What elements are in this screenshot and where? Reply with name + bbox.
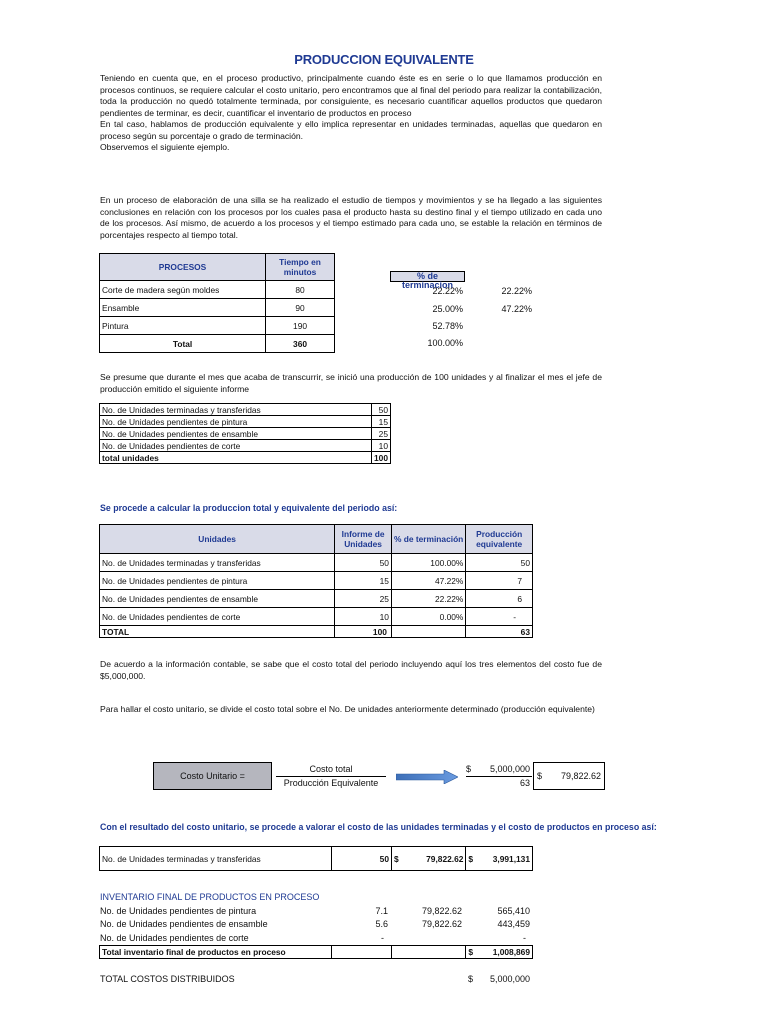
equiv-value: -	[466, 608, 533, 626]
formula-numerator: Costo total	[309, 764, 353, 774]
result-dollar: $	[537, 771, 543, 781]
informe-value: 25	[372, 428, 391, 440]
equiv-value: 50	[466, 554, 533, 572]
formula-value-divider	[466, 776, 532, 777]
informe-label: No. de Unidades pendientes de pintura	[100, 416, 372, 428]
equiv-total-label: TOTAL	[100, 626, 335, 638]
terminadas-dollar2: $	[468, 853, 474, 864]
procesos-table	[99, 253, 335, 353]
intro-line-3: Observemos el siguiente ejemplo.	[100, 142, 230, 152]
presume-paragraph: Se presume que durante el mes que acaba de transcurrir, se inició una producción de 100 unidades y al finalizar el mes el jefe de producción emitido el siguiente informe	[100, 372, 602, 394]
informe-total-label: total unidades	[100, 452, 372, 464]
terminacion-header: % de terminación	[391, 525, 465, 554]
formula-den-value: 63	[519, 778, 530, 788]
terminadas-table	[99, 846, 533, 871]
inv-total-empty-1	[332, 946, 392, 959]
procesos-total-minutes: 360	[266, 335, 335, 353]
informe-label: No. de Unidades terminadas y transferidas	[100, 404, 372, 416]
equiv-informe: 15	[335, 572, 392, 590]
equiv-pct: 100.00%	[391, 554, 465, 572]
equivalente-header: Producción equivalente	[466, 525, 533, 554]
inv-unit: 79,822.62	[421, 919, 462, 929]
distribuidos-label: TOTAL COSTOS DISTRIBUIDOS	[100, 974, 235, 984]
equiv-total-empty	[391, 626, 465, 638]
intro-line-1: Teniendo en cuenta que, en el proceso productivo, principalmente cuando éste es en serie o lo que llamamos producción en procesos continuos, se requiere calcular el costo unitario, pero encontramos que al final del periodo para realizar la contabilización, toda la producción no quedó totalmente terminada, por consiguiente, es necesario cuantificar aquellos productos que quedaron pendientes de terminar, es decir, cuantificar el inventario de productos en proceso	[100, 73, 602, 118]
informe-table	[99, 403, 391, 464]
pct-value: 22.22%	[432, 286, 463, 296]
equiv-informe: 10	[335, 608, 392, 626]
informe-value: 15	[372, 416, 391, 428]
procesos-header: PROCESOS	[100, 254, 266, 281]
informe-value: 10	[372, 440, 391, 452]
example-paragraph: En un proceso de elaboración de una silla se ha realizado el estudio de tiempos y movimientos y se ha llegado a las siguientes conclusiones en relación con los procesos por los cuales pasa el producto hasta su destino final y el tiempo utilizado en cada uno de los procesos. Así mismo, de acuerdo a los procesos y el tiempo estimado para cada uno, se estable la relación en términos de porcentajes respecto al tiempo total.	[100, 195, 602, 240]
equiv-pct: 47.22%	[391, 572, 465, 590]
costo-unitario-label: Costo Unitario =	[153, 762, 272, 790]
equiv-label: No. de Unidades pendientes de corte	[100, 608, 335, 626]
inv-label: No. de Unidades pendientes de pintura	[100, 906, 257, 916]
inv-total-dollar: $	[468, 947, 474, 957]
formula-denominator: Producción Equivalente	[283, 778, 379, 788]
cum-pct-value: 22.22%	[501, 286, 532, 296]
inv-total-empty-2	[392, 946, 466, 959]
inv-total: -	[523, 933, 526, 943]
informe-label: No. de Unidades pendientes de corte	[100, 440, 372, 452]
inv-unit: 79,822.62	[421, 906, 462, 916]
terminadas-dollar: $	[393, 853, 399, 864]
arrow-right-icon	[396, 770, 458, 784]
resultado-heading: Con el resultado del costo unitario, se procede a valorar el costo de las unidades terminadas y el costo de productos en proceso así:	[100, 822, 657, 832]
cum-pct-value: 47.22%	[501, 304, 532, 314]
terminacion-header: % de terminacion	[390, 271, 465, 282]
page-title: PRODUCCION EQUIVALENTE	[294, 52, 474, 67]
inv-label: No. de Unidades pendientes de corte	[100, 933, 249, 943]
intro-line-2: En tal caso, hablamos de producción equivalente y ello implica representar en unidades terminadas, aquellas que quedaron en proceso según su porcentaje o grado de terminación.	[100, 119, 602, 141]
equiv-pct: 0.00%	[391, 608, 465, 626]
equiv-informe: 25	[335, 590, 392, 608]
procede-heading: Se procede a calcular la produccion total y equivalente del periodo así:	[100, 503, 398, 513]
distribuidos-value: 5,000,000	[489, 974, 530, 984]
equiv-pct: 22.22%	[391, 590, 465, 608]
hallar-paragraph: Para hallar el costo unitario, se divide el costo total sobre el No. De unidades anteriormente determinado (producción equivalente)	[100, 704, 595, 714]
inv-label: No. de Unidades pendientes de ensamble	[100, 919, 268, 929]
equiv-value: 6	[466, 590, 533, 608]
intro-paragraph	[100, 73, 602, 154]
procesos-total-label: Total	[100, 335, 266, 353]
formula-dollar: $	[466, 764, 472, 774]
distribuidos-dollar: $	[468, 974, 474, 984]
terminadas-qty: 50	[331, 847, 391, 871]
result-box	[533, 762, 605, 790]
proceso-minutes: 90	[266, 299, 335, 317]
equiv-total-informe: 100	[335, 626, 392, 638]
inv-total-label: Total inventario final de productos en proceso	[100, 946, 332, 959]
equivalente-table	[99, 524, 533, 638]
pct-total-value: 100.00%	[427, 338, 463, 348]
proceso-minutes: 80	[266, 281, 335, 299]
equiv-label: No. de Unidades pendientes de ensamble	[100, 590, 335, 608]
equiv-total-value: 63	[466, 626, 533, 638]
inv-qty: 7.1	[375, 906, 388, 916]
formula-num-value: 5,000,000	[489, 764, 530, 774]
inventario-title: INVENTARIO FINAL DE PRODUCTOS EN PROCESO	[100, 892, 320, 902]
inv-qty: 5.6	[375, 919, 388, 929]
proceso-minutes: 190	[266, 317, 335, 335]
equiv-label: No. de Unidades pendientes de pintura	[100, 572, 335, 590]
terminadas-unit: 79,822.62	[426, 853, 464, 864]
inv-total: 443,459	[497, 919, 530, 929]
pct-value: 25.00%	[432, 304, 463, 314]
inv-total: 565,410	[497, 906, 530, 916]
minutos-header: Tiempo en minutos	[266, 254, 335, 281]
informe-label: No. de Unidades pendientes de ensamble	[100, 428, 372, 440]
unidades-header: Unidades	[100, 525, 335, 554]
equiv-value: 7	[466, 572, 533, 590]
terminadas-label: No. de Unidades terminadas y transferidas	[100, 847, 332, 871]
proceso-name: Ensamble	[100, 299, 266, 317]
proceso-name: Pintura	[100, 317, 266, 335]
terminadas-total: 3,991,131	[492, 853, 530, 864]
informe-value: 50	[372, 404, 391, 416]
inv-qty: -	[381, 933, 384, 943]
equiv-label: No. de Unidades terminadas y transferidas	[100, 554, 335, 572]
informe-total-value: 100	[372, 452, 391, 464]
equiv-informe: 50	[335, 554, 392, 572]
inventario-total-table	[99, 945, 533, 959]
proceso-name: Corte de madera según moldes	[100, 281, 266, 299]
pct-value: 52.78%	[432, 321, 463, 331]
informe-header: Informe de Unidades	[335, 525, 392, 554]
result-value: 79,822.62	[560, 771, 601, 781]
formula-divider	[276, 776, 386, 777]
contable-paragraph: De acuerdo a la información contable, se sabe que el costo total del periodo incluyendo aquí los tres elementos del costo fue de $5,000,000.	[100, 659, 602, 681]
inv-total-value: 1,008,869	[492, 947, 530, 957]
